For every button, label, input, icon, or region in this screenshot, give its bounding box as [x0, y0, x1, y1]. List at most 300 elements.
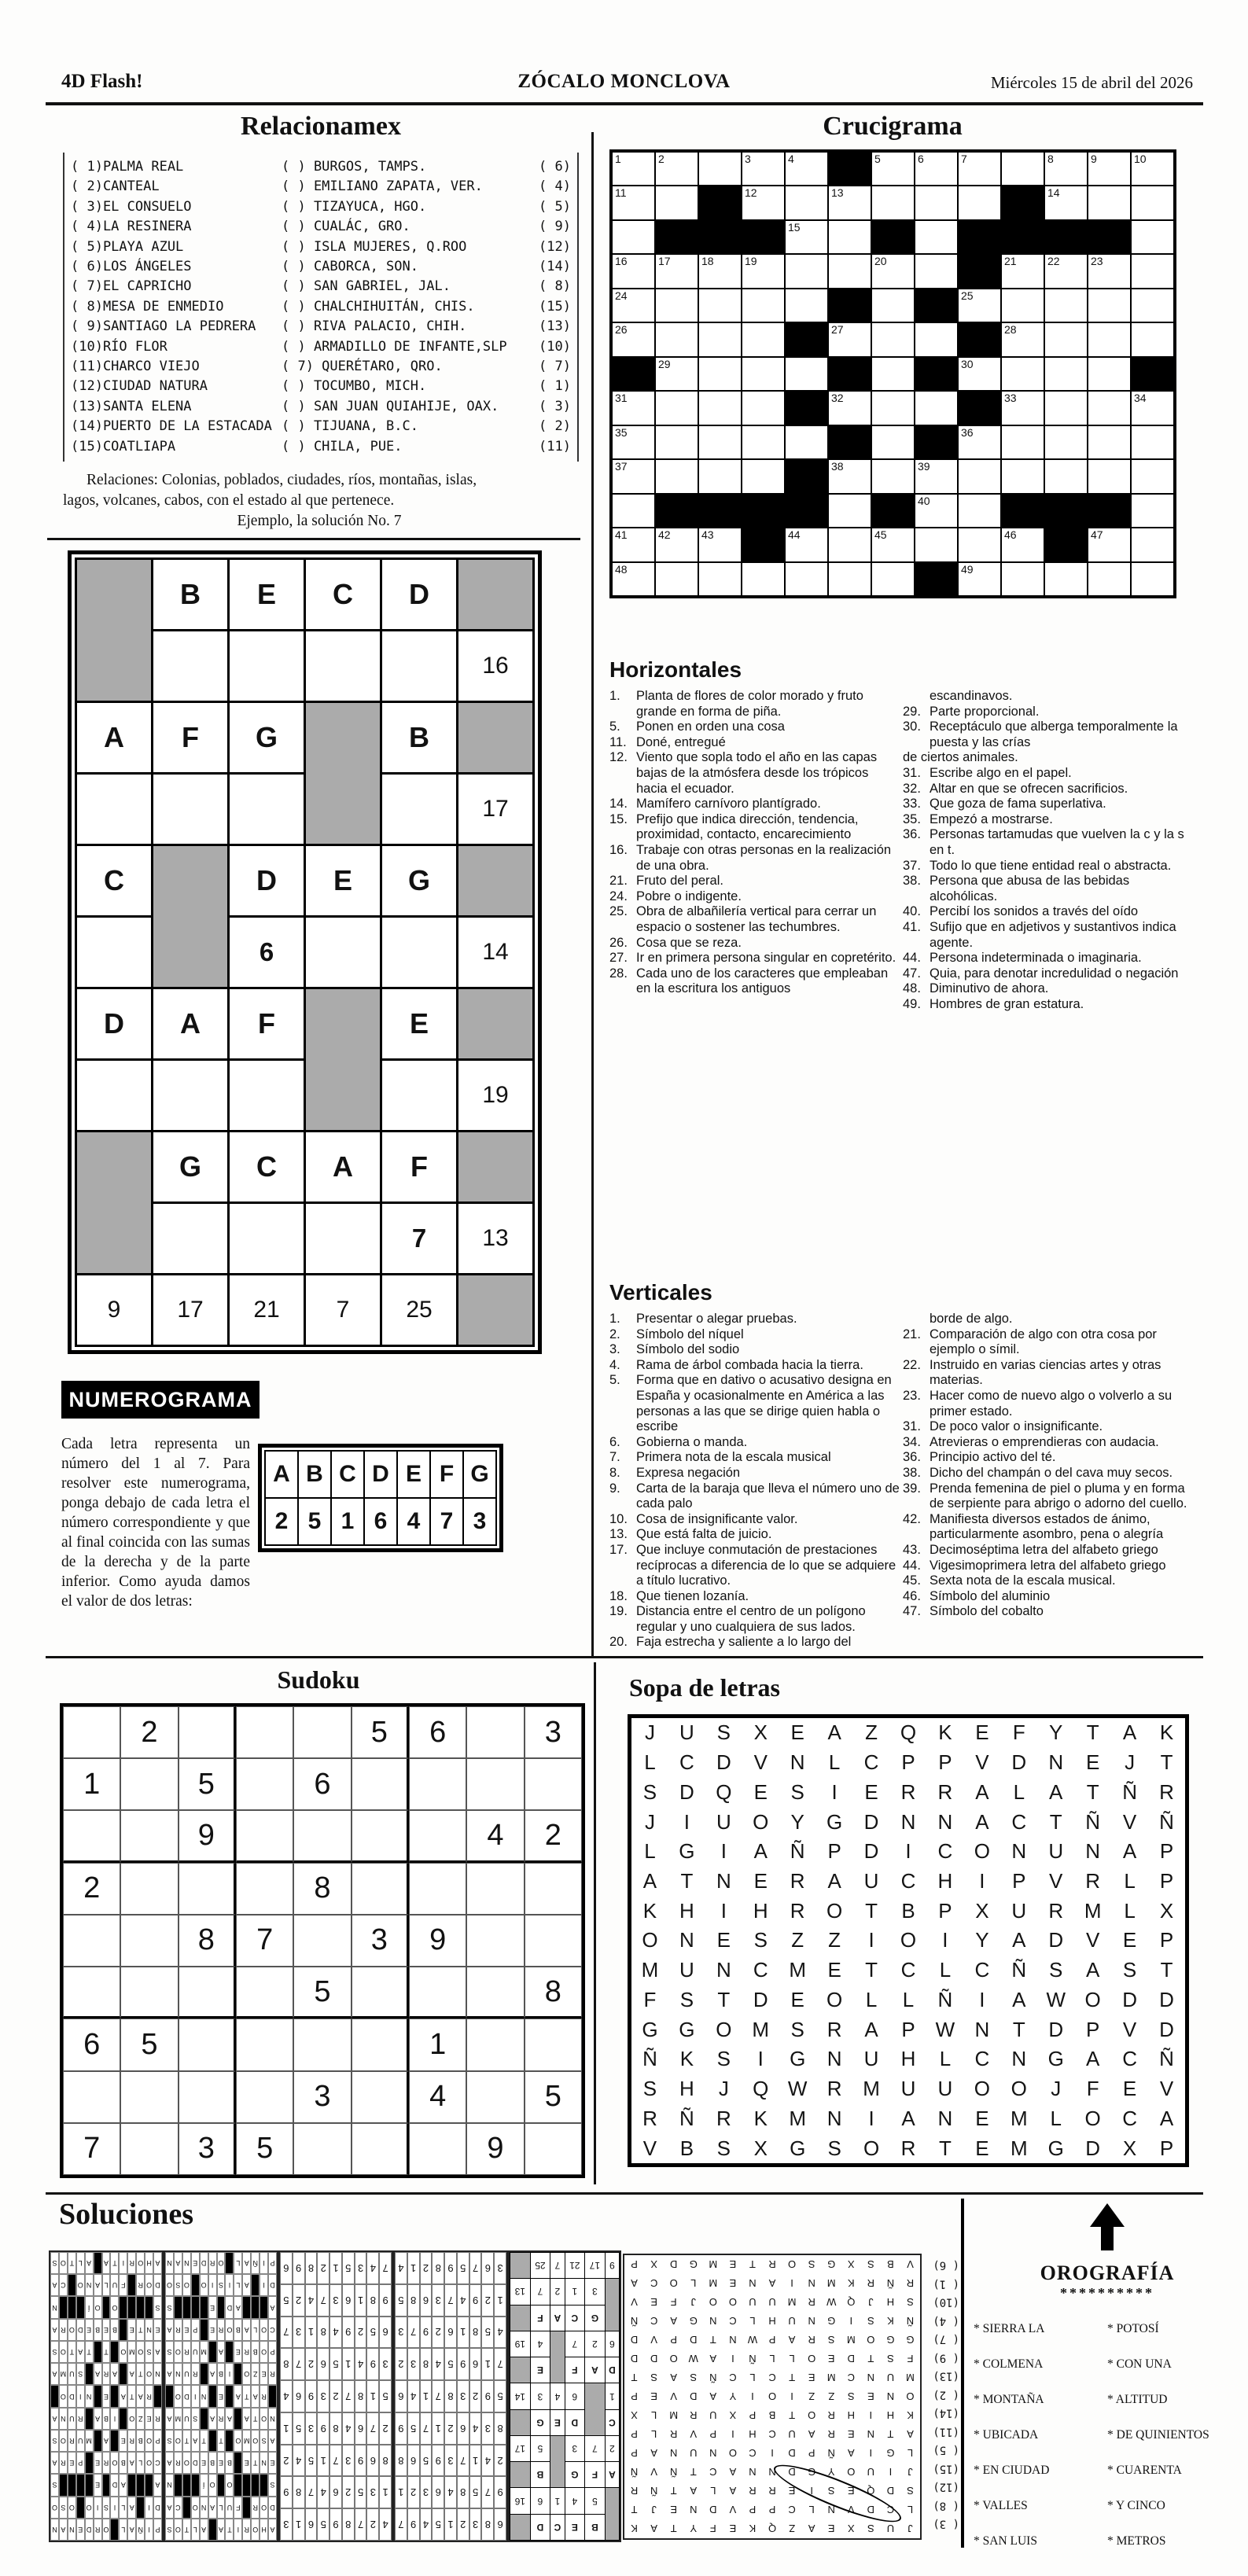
crossword-cell[interactable] — [612, 425, 655, 459]
crossword-cell[interactable] — [785, 562, 828, 596]
crossword-cell[interactable] — [742, 322, 785, 356]
crossword-cell[interactable] — [1044, 391, 1088, 425]
crossword-cell[interactable] — [828, 562, 871, 596]
answer-slot[interactable]: ( ) TOCUMBO, MICH. — [282, 378, 427, 395]
crossword-cell[interactable] — [785, 425, 828, 459]
crossword-cell[interactable] — [828, 459, 871, 493]
clue-number: 39. — [903, 1481, 921, 1496]
sudoku-cell[interactable] — [179, 1967, 236, 2018]
answer-slot[interactable]: ( ) CHALCHIHUITÁN, CHIS. — [282, 298, 475, 315]
solution-digit-cell: 9 — [444, 2252, 457, 2284]
sudoku-cell[interactable] — [352, 2018, 409, 2070]
sudoku-cell[interactable]: 6 — [293, 1758, 351, 1810]
sudoku-cell[interactable]: 5 — [352, 1706, 409, 1758]
crossword-cell[interactable] — [958, 528, 1001, 561]
crossword-cell[interactable] — [612, 186, 655, 219]
answer-cell[interactable] — [76, 1060, 153, 1132]
sudoku-cell[interactable] — [236, 1863, 293, 1915]
sudoku-cell[interactable] — [352, 2123, 409, 2175]
crossword-cell[interactable] — [915, 494, 958, 528]
crossword-cell[interactable] — [785, 220, 828, 254]
sum-cell: 14 — [510, 2383, 531, 2409]
crossword-cell[interactable] — [871, 289, 915, 322]
crossword-cell[interactable] — [828, 322, 871, 356]
answer-slot[interactable]: ( ) TIZAYUCA, HGO. — [282, 198, 427, 215]
sudoku-cell[interactable]: 3 — [293, 2071, 351, 2123]
crossword-cell[interactable] — [958, 494, 1001, 528]
solution-letter-cell: D — [847, 2353, 855, 2365]
crossword-cell[interactable] — [742, 425, 785, 459]
crossword-cell[interactable] — [655, 322, 698, 356]
crossword-cell[interactable] — [915, 322, 958, 356]
clue-item — [903, 981, 1194, 997]
crossword-cell[interactable] — [915, 459, 958, 493]
sudoku-cell[interactable] — [409, 1863, 466, 1915]
crossword-cell[interactable] — [828, 391, 871, 425]
crossword-cell[interactable] — [612, 322, 655, 356]
word-search-letter: F — [1086, 2077, 1099, 2101]
answer-cell[interactable] — [305, 917, 381, 988]
word-search-letter: J — [644, 1720, 655, 1745]
clue-number: 8 — [1047, 153, 1054, 165]
sudoku-cell[interactable] — [352, 1863, 409, 1915]
sudoku-cell[interactable] — [236, 2018, 293, 2070]
solution-letter-cell: P — [670, 2334, 678, 2346]
clue-item — [609, 1527, 900, 1543]
answer-cell[interactable] — [305, 1203, 381, 1275]
crossword-cell[interactable] — [612, 528, 655, 561]
black-cell — [68, 2474, 76, 2496]
crossword-cell[interactable] — [742, 562, 785, 596]
crossword-cell[interactable] — [871, 186, 915, 219]
crossword-cell[interactable] — [655, 186, 698, 219]
sudoku-cell[interactable] — [120, 1915, 178, 1967]
crossword-cell[interactable] — [612, 459, 655, 493]
crossword-cell[interactable] — [1131, 289, 1174, 322]
crossword-cell[interactable] — [828, 220, 871, 254]
sudoku-cell[interactable] — [179, 1863, 236, 1915]
answer-cell[interactable] — [381, 917, 458, 988]
answer-slot[interactable]: ( ) CABORCA, SON. — [282, 259, 418, 275]
sudoku-cell[interactable]: 4 — [466, 1810, 524, 1862]
crossword-cell[interactable] — [698, 322, 742, 356]
sudoku-cell[interactable] — [179, 2071, 236, 2123]
crossword-cell[interactable] — [958, 357, 1001, 391]
clue-item — [609, 1312, 900, 1327]
crossword-cell[interactable] — [742, 186, 785, 219]
sudoku-cell[interactable] — [352, 1758, 409, 1810]
crossword-cell[interactable] — [612, 562, 655, 596]
crossword-cell[interactable] — [1044, 254, 1088, 288]
crossword-cell[interactable] — [958, 425, 1001, 459]
crossword-cell[interactable] — [871, 357, 915, 391]
crossword-cell[interactable] — [1001, 528, 1044, 561]
sudoku-cell[interactable] — [466, 2018, 524, 2070]
sudoku-cell[interactable] — [525, 1758, 582, 1810]
word-search-letter: T — [1086, 1720, 1099, 1745]
sudoku-cell[interactable] — [63, 1706, 120, 1758]
crossword-cell[interactable] — [1001, 322, 1044, 356]
crossword-cell[interactable] — [915, 220, 958, 254]
answer-slot[interactable]: ( ) RIVA PALACIO, CHIH. — [282, 318, 467, 335]
crossword-cell[interactable] — [1044, 425, 1088, 459]
sudoku-cell[interactable] — [466, 1706, 524, 1758]
solution-digit-cell: 4 — [293, 2445, 305, 2477]
crossword-cell[interactable] — [828, 186, 871, 219]
sudoku-cell[interactable] — [120, 1758, 178, 1810]
answer-slot[interactable]: ( ) SAN JUAN QUIAHIJE, OAX. — [282, 398, 499, 414]
sudoku-cell[interactable] — [409, 1758, 466, 1810]
crossword-cell[interactable] — [655, 425, 698, 459]
crossword-cell[interactable] — [871, 322, 915, 356]
crossword-cell[interactable] — [612, 494, 655, 528]
answer-cell[interactable] — [76, 774, 153, 845]
crossword-cell[interactable] — [655, 357, 698, 391]
sudoku-cell[interactable] — [63, 1810, 120, 1862]
answer-cell[interactable] — [229, 1060, 305, 1132]
answer-slot[interactable]: ( ) ISLA MUJERES, Q.ROO — [282, 238, 467, 255]
crossword-cell[interactable] — [1088, 254, 1131, 288]
solution-digit-cell: 7 — [329, 2445, 342, 2477]
letter-value-cell: 5 — [298, 1498, 331, 1545]
crossword-cell[interactable] — [612, 220, 655, 254]
crossword-cell[interactable] — [958, 289, 1001, 322]
sudoku-cell[interactable] — [352, 1810, 409, 1862]
clue-continuation: de ciertos animales. — [903, 750, 1018, 765]
sum-cell: 25 — [530, 2253, 550, 2279]
crossword-cell[interactable] — [915, 152, 958, 186]
crossword-cell[interactable] — [915, 186, 958, 219]
crossword-cell[interactable] — [1044, 152, 1088, 186]
crossword-cell[interactable] — [612, 289, 655, 322]
crossword-cell[interactable] — [1088, 562, 1131, 596]
crossword-cell[interactable] — [1088, 289, 1131, 322]
clue-item — [903, 1419, 1194, 1435]
crossword-cell[interactable] — [871, 562, 915, 596]
answer-cell[interactable] — [153, 631, 229, 702]
crossword-cell[interactable] — [1131, 528, 1174, 561]
crossword-cell[interactable] — [1001, 289, 1044, 322]
sudoku-cell[interactable] — [409, 1810, 466, 1862]
black-cell — [234, 2408, 242, 2430]
answer-cell[interactable] — [229, 1203, 305, 1275]
sudoku-cell[interactable] — [120, 1863, 178, 1915]
crossword-cell[interactable] — [1044, 289, 1088, 322]
answer-cell[interactable] — [76, 917, 153, 988]
answer-cell[interactable] — [153, 1060, 229, 1132]
sudoku-cell[interactable] — [466, 1967, 524, 2018]
crossword-cell[interactable] — [698, 289, 742, 322]
sudoku-cell[interactable] — [466, 1758, 524, 1810]
clue-item — [609, 936, 900, 951]
crossword-cell[interactable] — [1088, 152, 1131, 186]
sudoku-cell[interactable] — [236, 1810, 293, 1862]
answer-cell[interactable] — [381, 774, 458, 845]
crossword-cell[interactable] — [915, 391, 958, 425]
crossword-cell[interactable] — [698, 562, 742, 596]
crossword-cell[interactable] — [1088, 357, 1131, 391]
crossword-cell[interactable] — [1088, 186, 1131, 219]
sudoku-cell[interactable] — [120, 1967, 178, 2018]
crossword-cell[interactable] — [785, 254, 828, 288]
sudoku-cell[interactable]: 3 — [525, 1706, 582, 1758]
sudoku-cell[interactable]: 7 — [63, 2123, 120, 2175]
black-cell — [915, 289, 958, 322]
solution-letter-cell: A — [165, 2452, 174, 2474]
sudoku-cell[interactable]: 2 — [525, 1810, 582, 1862]
sudoku-cell[interactable]: 7 — [236, 1915, 293, 1967]
crossword-cell[interactable] — [1044, 322, 1088, 356]
answer-cell[interactable] — [305, 631, 381, 702]
crossword-cell[interactable] — [785, 357, 828, 391]
crossword-cell[interactable] — [1131, 494, 1174, 528]
crossword-cell[interactable] — [785, 186, 828, 219]
clue-text: Parte proporcional. — [930, 704, 1040, 719]
sudoku-cell[interactable] — [525, 2018, 582, 2070]
crucigrama-title: Crucigrama — [823, 112, 963, 141]
answer-cell[interactable] — [229, 774, 305, 845]
sudoku-cell[interactable] — [63, 2071, 120, 2123]
sudoku-cell[interactable] — [466, 2071, 524, 2123]
crossword-cell[interactable] — [1088, 459, 1131, 493]
solution-letter-cell: N — [85, 2274, 94, 2296]
crossword-cell[interactable] — [1001, 152, 1044, 186]
sudoku-cell[interactable]: 5 — [120, 2018, 178, 2070]
crossword-cell[interactable] — [655, 528, 698, 561]
crossword-cell[interactable] — [958, 152, 1001, 186]
sudoku-cell[interactable] — [352, 2071, 409, 2123]
sudoku-cell[interactable]: 5 — [525, 2071, 582, 2123]
sudoku-cell[interactable] — [63, 1967, 120, 2018]
sudoku-cell[interactable]: 9 — [466, 2123, 524, 2175]
sudoku-cell[interactable]: 2 — [63, 1863, 120, 1915]
crossword-cell[interactable] — [1001, 254, 1044, 288]
sopa-title: Sopa de letras — [629, 1673, 780, 1702]
crossword-cell[interactable] — [1088, 322, 1131, 356]
sudoku-cell[interactable]: 4 — [409, 2071, 466, 2123]
sudoku-cell[interactable] — [466, 1863, 524, 1915]
sudoku-cell[interactable] — [409, 2123, 466, 2175]
solution-letter-cell: P — [749, 2504, 757, 2516]
sudoku-cell[interactable] — [236, 1758, 293, 1810]
sudoku-cell[interactable] — [179, 2018, 236, 2070]
crossword-cell[interactable] — [915, 528, 958, 561]
sudoku-cell[interactable]: 1 — [63, 1758, 120, 1810]
answer-cell[interactable] — [229, 631, 305, 702]
answer-slot[interactable]: ( ) ARMADILLO DE INFANTE,SLP — [282, 338, 507, 355]
black-cell — [698, 494, 742, 528]
sudoku-cell[interactable]: 6 — [409, 1706, 466, 1758]
crossword-cell[interactable] — [1088, 528, 1131, 561]
sudoku-cell[interactable] — [236, 1967, 293, 2018]
answer-slot[interactable]: ( ) TIJUANA, B.C. — [282, 418, 418, 435]
answer-cell[interactable] — [153, 1203, 229, 1275]
sudoku-cell[interactable]: 9 — [179, 1810, 236, 1862]
clue-continuation: borde de algo. — [930, 1312, 1013, 1326]
crossword-cell[interactable] — [785, 289, 828, 322]
sudoku-cell[interactable]: 8 — [293, 1863, 351, 1915]
word-search-letter: H — [679, 1898, 694, 1923]
sudoku-cell[interactable] — [236, 2071, 293, 2123]
sudoku-cell[interactable]: 5 — [179, 1758, 236, 1810]
crossword-cell[interactable] — [1131, 220, 1174, 254]
crossword-cell[interactable] — [698, 528, 742, 561]
crossword-cell[interactable] — [915, 254, 958, 288]
sudoku-cell[interactable] — [466, 1915, 524, 1967]
crossword-cell[interactable] — [612, 391, 655, 425]
answer-slot[interactable]: ( ) BURGOS, TAMPS. — [282, 159, 427, 175]
crossword-cell[interactable] — [871, 425, 915, 459]
sudoku-cell[interactable] — [293, 1706, 351, 1758]
sudoku-cell[interactable]: 5 — [293, 1967, 351, 2018]
crossword-cell[interactable] — [1044, 186, 1088, 219]
crossword-cell[interactable] — [655, 562, 698, 596]
crossword-cell[interactable] — [742, 289, 785, 322]
sudoku-cell[interactable]: 6 — [63, 2018, 120, 2070]
sudoku-cell[interactable]: 1 — [409, 2018, 466, 2070]
sudoku-cell[interactable]: 3 — [179, 2123, 236, 2175]
black-cell — [268, 2385, 277, 2407]
crossword-cell[interactable] — [698, 391, 742, 425]
crossword-cell[interactable] — [785, 152, 828, 186]
word-search-letter: S — [716, 2047, 731, 2071]
crossword-cell[interactable] — [698, 254, 742, 288]
clue-number: 43 — [701, 528, 714, 542]
sudoku-cell[interactable]: 5 — [236, 2123, 293, 2175]
crossword-cell[interactable] — [1001, 425, 1044, 459]
crossword-cell[interactable] — [1131, 459, 1174, 493]
sudoku-cell[interactable] — [525, 1863, 582, 1915]
sudoku-cell[interactable] — [293, 2123, 351, 2175]
sudoku-cell[interactable] — [352, 1967, 409, 2018]
solution-letter-cell: H — [886, 2409, 895, 2422]
crossword-cell[interactable] — [1088, 391, 1131, 425]
crossword-cell[interactable] — [698, 425, 742, 459]
crossword-cell[interactable] — [742, 254, 785, 288]
answer-cell[interactable] — [153, 774, 229, 845]
sudoku-cell[interactable]: 2 — [120, 1706, 178, 1758]
crossword-cell[interactable] — [871, 254, 915, 288]
clue-item — [903, 1604, 1194, 1620]
sudoku-cell[interactable] — [120, 2071, 178, 2123]
crossword-cell[interactable] — [742, 459, 785, 493]
crossword-cell[interactable] — [785, 528, 828, 561]
sudoku-cell[interactable]: 9 — [409, 1915, 466, 1967]
crossword-cell[interactable] — [1044, 459, 1088, 493]
sudoku-cell[interactable]: 3 — [352, 1915, 409, 1967]
crossword-cell[interactable] — [1001, 562, 1044, 596]
crossword-cell[interactable] — [1131, 152, 1174, 186]
answer-slot[interactable]: ( ) CUALÁC, GRO. — [282, 219, 410, 235]
letter-header-cell: B — [298, 1451, 331, 1498]
sudoku-cell[interactable]: 8 — [525, 1967, 582, 2018]
crossword-cell[interactable] — [612, 152, 655, 186]
crossword-cell[interactable] — [828, 528, 871, 561]
page-label: 4D Flash! — [61, 71, 143, 92]
letter-header-cell: A — [265, 1451, 298, 1498]
crossword-cell[interactable] — [828, 254, 871, 288]
word-search-letter: C — [753, 1958, 768, 1982]
crossword-cell[interactable] — [698, 152, 742, 186]
clue-number: 49 — [961, 562, 974, 576]
answer-slot[interactable]: ( 7) QUERÉTARO, QRO. — [282, 359, 443, 375]
crossword-cell[interactable] — [1131, 186, 1174, 219]
crossword-cell[interactable] — [958, 186, 1001, 219]
solution-letter-cell: M — [127, 2341, 136, 2363]
crossword-cell[interactable] — [871, 152, 915, 186]
sudoku-cell[interactable] — [293, 1915, 351, 1967]
crossword-cell[interactable] — [871, 459, 915, 493]
crossword-cell[interactable] — [698, 357, 742, 391]
crossword-cell[interactable] — [958, 459, 1001, 493]
answer-slot[interactable]: ( ) SAN GABRIEL, JAL. — [282, 278, 451, 295]
sudoku-cell[interactable] — [120, 1810, 178, 1862]
answer-slot[interactable]: ( ) CHILA, PUE. — [282, 438, 403, 454]
sudoku-cell[interactable] — [63, 1915, 120, 1967]
clue-number: 16 — [615, 255, 628, 268]
sudoku-cell[interactable] — [525, 2123, 582, 2175]
sudoku-cell[interactable] — [293, 1810, 351, 1862]
sudoku-cell[interactable] — [236, 1706, 293, 1758]
crossword-cell[interactable] — [1001, 459, 1044, 493]
sudoku-cell[interactable] — [525, 1915, 582, 1967]
crossword-cell[interactable] — [1044, 357, 1088, 391]
word-search-letter: Ñ — [1122, 1779, 1137, 1804]
clue-item — [903, 1573, 1194, 1589]
word-search-letter: O — [1084, 2106, 1101, 2130]
solution-letter-cell: A — [242, 2319, 251, 2341]
solution-digit-cell: 4 — [342, 2412, 355, 2445]
crossword-cell[interactable] — [655, 391, 698, 425]
answer-cell[interactable] — [381, 1060, 458, 1132]
crossword-cell[interactable] — [1131, 322, 1174, 356]
word-search-letter: P — [1159, 1839, 1174, 1864]
crossword-cell[interactable] — [655, 459, 698, 493]
sudoku-cell[interactable]: 8 — [179, 1915, 236, 1967]
clue-text: Sufijo que en adjetivos y sustantivos indica agente. — [930, 919, 1176, 950]
sudoku-cell[interactable] — [120, 2123, 178, 2175]
sudoku-cell[interactable] — [179, 1706, 236, 1758]
crossword-cell[interactable] — [698, 459, 742, 493]
sudoku-cell[interactable] — [409, 1967, 466, 2018]
crossword-cell[interactable] — [1044, 562, 1088, 596]
crossword-cell[interactable] — [1131, 254, 1174, 288]
crossword-cell[interactable] — [655, 254, 698, 288]
crossword-cell[interactable] — [655, 152, 698, 186]
crossword-cell[interactable] — [1131, 562, 1174, 596]
crossword-cell[interactable] — [612, 254, 655, 288]
solution-letter-cell: A — [234, 2296, 242, 2318]
crossword-cell[interactable] — [1001, 391, 1044, 425]
crossword-cell[interactable] — [742, 357, 785, 391]
crossword-cell[interactable] — [742, 391, 785, 425]
sudoku-cell[interactable] — [293, 2018, 351, 2070]
crossword-cell[interactable] — [1131, 391, 1174, 425]
crossword-cell[interactable] — [1088, 425, 1131, 459]
crossword-cell[interactable] — [871, 391, 915, 425]
crossword-cell[interactable] — [828, 494, 871, 528]
crossword-cell[interactable] — [1131, 425, 1174, 459]
crossword-cell[interactable] — [871, 528, 915, 561]
solution-letter-cell: T — [68, 2252, 76, 2274]
crossword-cell[interactable] — [958, 562, 1001, 596]
answer-slot[interactable]: ( ) EMILIANO ZAPATA, VER. — [282, 178, 483, 195]
crossword-cell[interactable] — [1001, 357, 1044, 391]
answer-cell[interactable] — [381, 631, 458, 702]
crossword-cell[interactable] — [742, 152, 785, 186]
crossword-cell[interactable] — [655, 289, 698, 322]
black-cell — [1088, 220, 1131, 254]
